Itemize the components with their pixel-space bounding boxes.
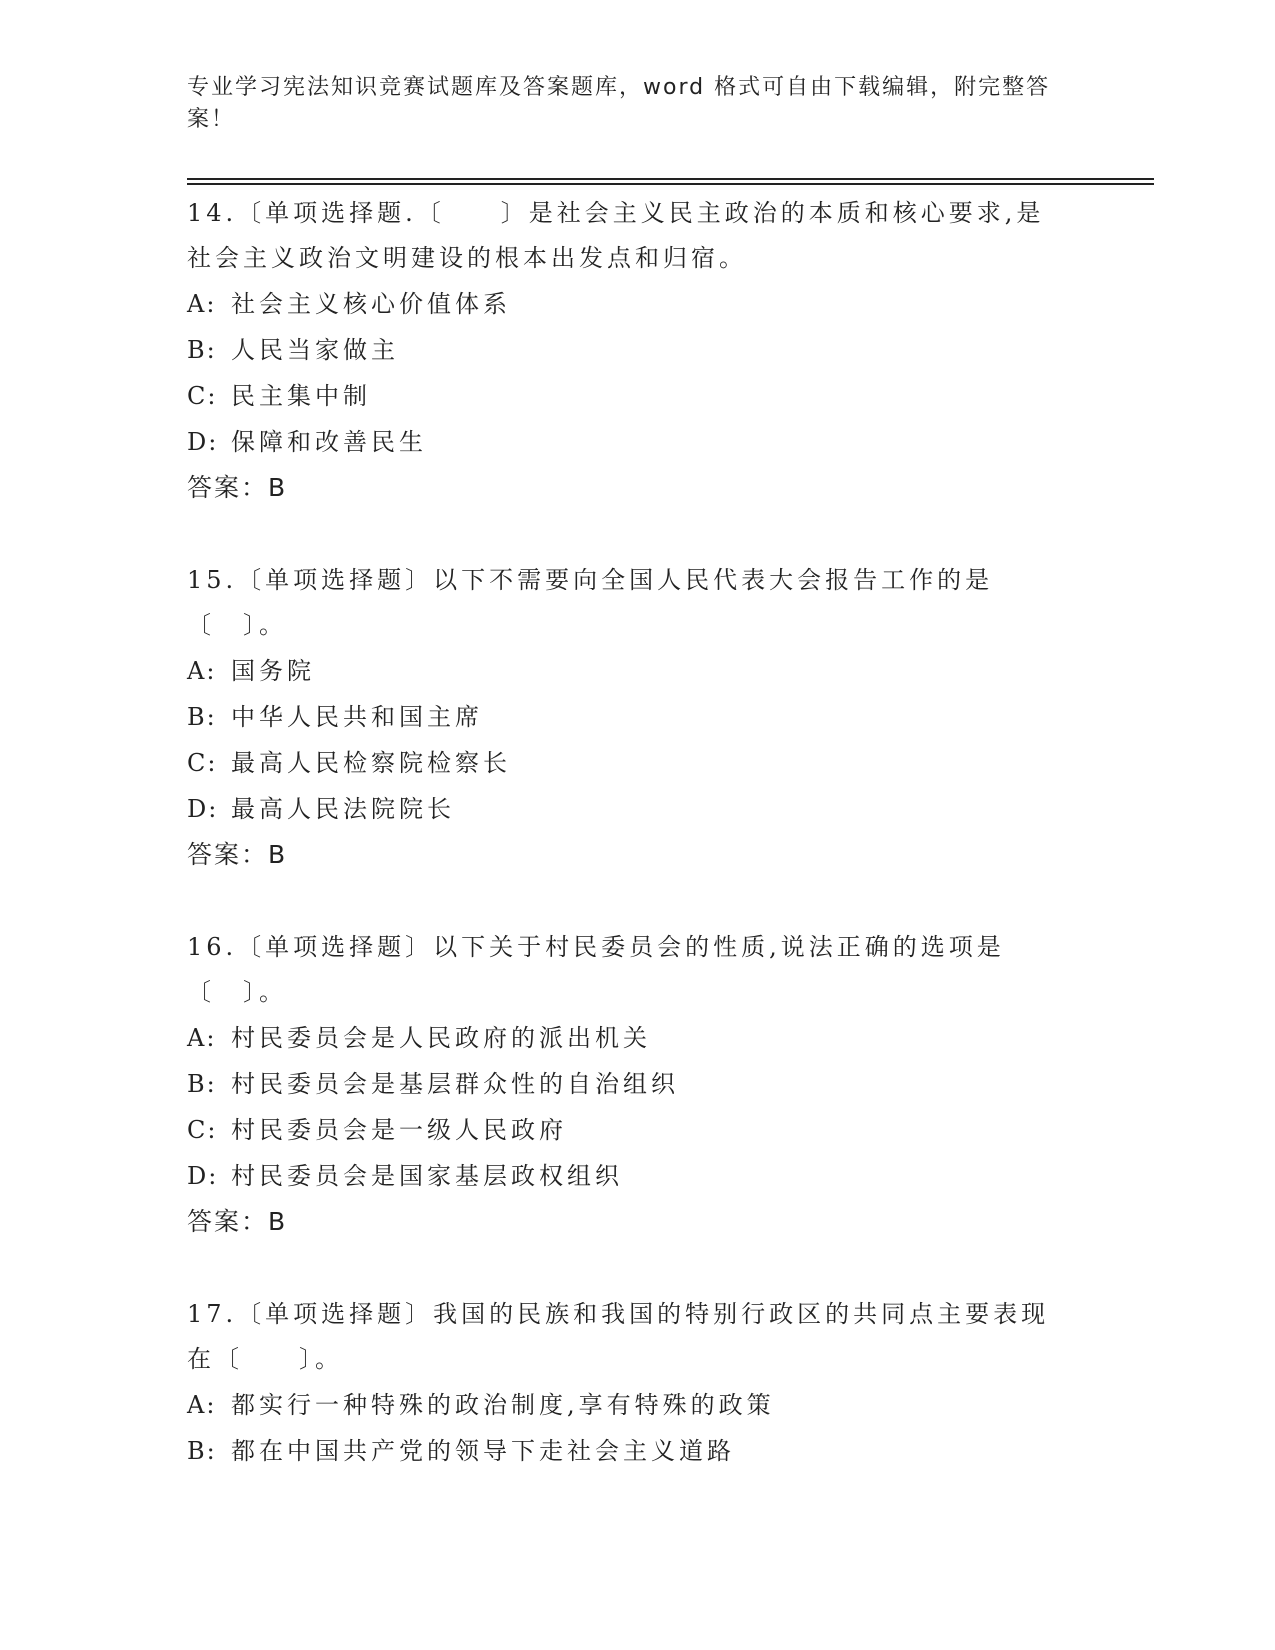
header-divider-bottom xyxy=(187,183,1154,185)
option-letter: D: xyxy=(187,1162,219,1190)
header-divider-top xyxy=(187,178,1154,180)
question-17 xyxy=(187,1292,1087,1474)
option-letter: C: xyxy=(187,749,218,777)
option-text: 村民委员会是国家基层政权组织 xyxy=(231,1162,623,1190)
question-16 xyxy=(187,925,1087,1245)
option-c xyxy=(187,1107,1087,1153)
question-14 xyxy=(187,191,1087,511)
option-c xyxy=(187,740,1087,786)
option-a xyxy=(187,281,1087,327)
option-letter: C: xyxy=(187,1116,218,1144)
document-header: 专业学习宪法知识竞赛试题库及答案题库，word 格式可自由下载编辑，附完整答案！ xyxy=(187,75,1051,132)
option-text: 村民委员会是一级人民政府 xyxy=(231,1116,567,1144)
option-b xyxy=(187,694,1087,740)
option-a xyxy=(187,648,1087,694)
option-d xyxy=(187,1153,1087,1199)
option-letter: A: xyxy=(187,1391,217,1419)
option-text: 民主集中制 xyxy=(231,382,371,410)
option-text: 中华人民共和国主席 xyxy=(231,703,483,731)
option-letter: A: xyxy=(187,657,217,685)
option-b xyxy=(187,327,1087,373)
option-text: 村民委员会是基层群众性的自治组织 xyxy=(231,1070,679,1098)
option-text: 保障和改善民生 xyxy=(231,428,427,456)
option-text: 村民委员会是人民政府的派出机关 xyxy=(231,1024,651,1052)
question-15 xyxy=(187,558,1087,878)
question-stem: 15.〔单项选择题〕以下不需要向全国人民代表大会报告工作的是〔 〕。 xyxy=(187,566,994,639)
option-text: 最高人民检察院检察长 xyxy=(231,749,511,777)
option-text: 国务院 xyxy=(231,657,315,685)
option-a xyxy=(187,1382,1087,1428)
option-text: 都实行一种特殊的政治制度,享有特殊的政策 xyxy=(231,1391,775,1419)
option-letter: D: xyxy=(187,428,219,456)
answer-line: 答案：B xyxy=(187,1207,288,1236)
question-stem: 14.〔单项选择题.〔 〕是社会主义民主政治的本质和核心要求,是社会主义政治文明建设的根本出发点和归宿。 xyxy=(187,199,1045,272)
option-b xyxy=(187,1428,1087,1474)
option-letter: B: xyxy=(187,336,217,364)
option-letter: C: xyxy=(187,382,218,410)
option-a xyxy=(187,1015,1087,1061)
question-stem: 17.〔单项选择题〕我国的民族和我国的特别行政区的共同点主要表现在〔 〕。 xyxy=(187,1300,1050,1373)
option-d xyxy=(187,419,1087,465)
option-letter: B: xyxy=(187,703,217,731)
option-d xyxy=(187,786,1087,832)
question-list xyxy=(187,191,1087,1521)
option-text: 都在中国共产党的领导下走社会主义道路 xyxy=(231,1437,735,1465)
option-b xyxy=(187,1061,1087,1107)
option-letter: D: xyxy=(187,795,219,823)
option-letter: B: xyxy=(187,1070,217,1098)
option-c xyxy=(187,373,1087,419)
answer-line: 答案：B xyxy=(187,840,288,869)
option-text: 社会主义核心价值体系 xyxy=(231,290,511,318)
option-text: 最高人民法院院长 xyxy=(231,795,455,823)
option-letter: A: xyxy=(187,290,217,318)
option-text: 人民当家做主 xyxy=(231,336,399,364)
option-letter: A: xyxy=(187,1024,217,1052)
option-letter: B: xyxy=(187,1437,217,1465)
answer-line: 答案：B xyxy=(187,473,288,502)
question-stem: 16.〔单项选择题〕以下关于村民委员会的性质,说法正确的选项是〔 〕。 xyxy=(187,933,1005,1006)
